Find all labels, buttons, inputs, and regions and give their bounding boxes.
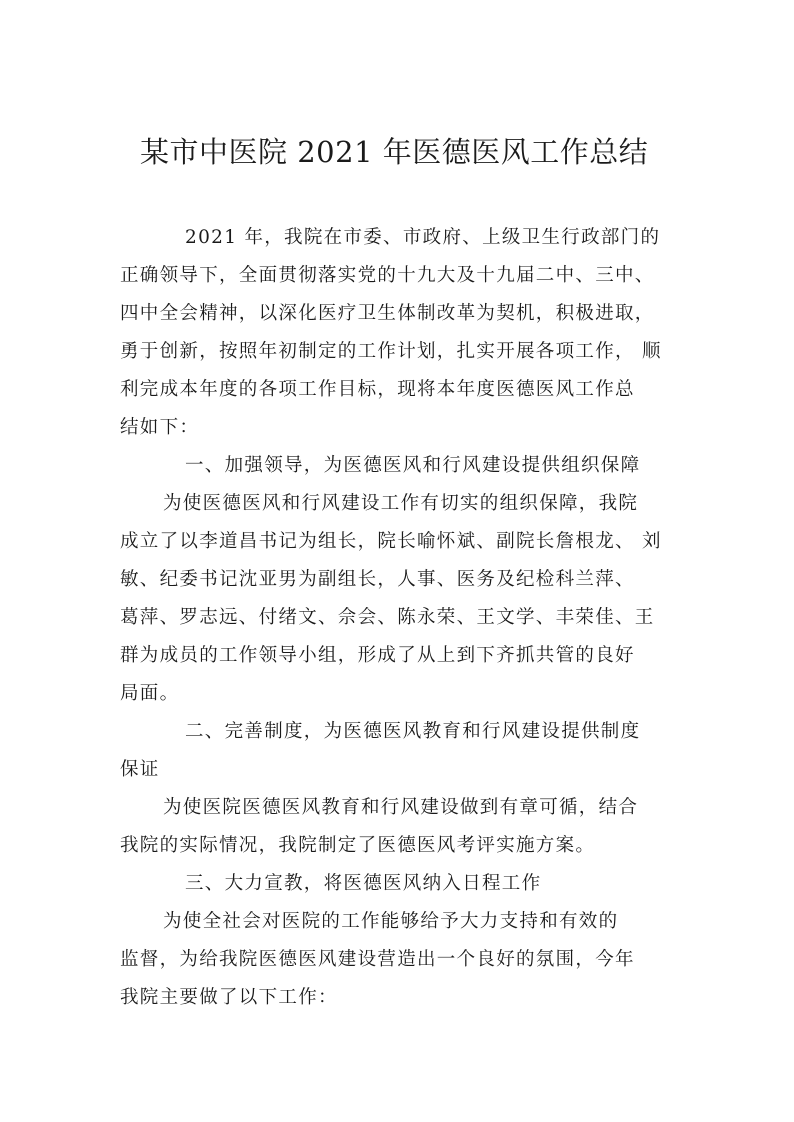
paragraph-line: 为使医德医风和行风建设工作有切实的组织保障，我院	[163, 493, 639, 514]
paragraph-line: 我院主要做了以下工作：	[120, 987, 338, 1008]
section-heading-2: 二、完善制度，为医德医风教育和行风建设提供制度	[185, 721, 641, 742]
paragraph-line: 为使医院医德医风教育和行风建设做到有章可循，结合	[163, 797, 639, 818]
section-heading-1: 一、加强领导，为医德医风和行风建设提供组织保障	[185, 455, 641, 476]
paragraph-line: 利完成本年度的各项工作目标，现将本年度医德医风工作总	[120, 379, 635, 400]
paragraph-line: 局面。	[120, 683, 180, 704]
paragraph-line: 我院的实际情况，我院制定了医德医风考评实施方案。	[120, 835, 596, 856]
paragraph-line: 结如下：	[120, 417, 200, 438]
document-title: 某市中医院 2021 年医德医风工作总结	[140, 135, 649, 169]
paragraph-line: 勇于创新，按照年初制定的工作计划，扎实开展各项工作， 顺	[120, 341, 662, 362]
paragraph-line: 葛萍、罗志远、付绪文、佘会、陈永荣、王文学、丰荣佳、王	[120, 607, 655, 628]
paragraph-line: 敏、纪委书记沈亚男为副组长，人事、医务及纪检科兰萍、	[120, 569, 635, 590]
section-heading-3: 三、大力宣教，将医德医风纳入日程工作	[185, 873, 542, 894]
section-heading-2-continued: 保证	[120, 759, 160, 780]
paragraph-line: 监督，为给我院医德医风建设营造出一个良好的氛围，今年	[120, 949, 635, 970]
paragraph-line: 四中全会精神，以深化医疗卫生体制改革为契机，积极进取，	[120, 303, 655, 324]
paragraph-line: 为使全社会对医院的工作能够给予大力支持和有效的	[163, 911, 619, 932]
paragraph-line: 成立了以李道昌书记为组长，院长喻怀斌、副院长詹根龙、 刘	[120, 531, 662, 552]
paragraph-line: 群为成员的工作领导小组，形成了从上到下齐抓共管的良好	[120, 645, 635, 666]
paragraph-line: 正确领导下，全面贯彻落实党的十九大及十九届二中、三中、	[120, 265, 655, 286]
paragraph-line: 2021 年，我院在市委、市政府、上级卫生行政部门的	[185, 227, 661, 248]
